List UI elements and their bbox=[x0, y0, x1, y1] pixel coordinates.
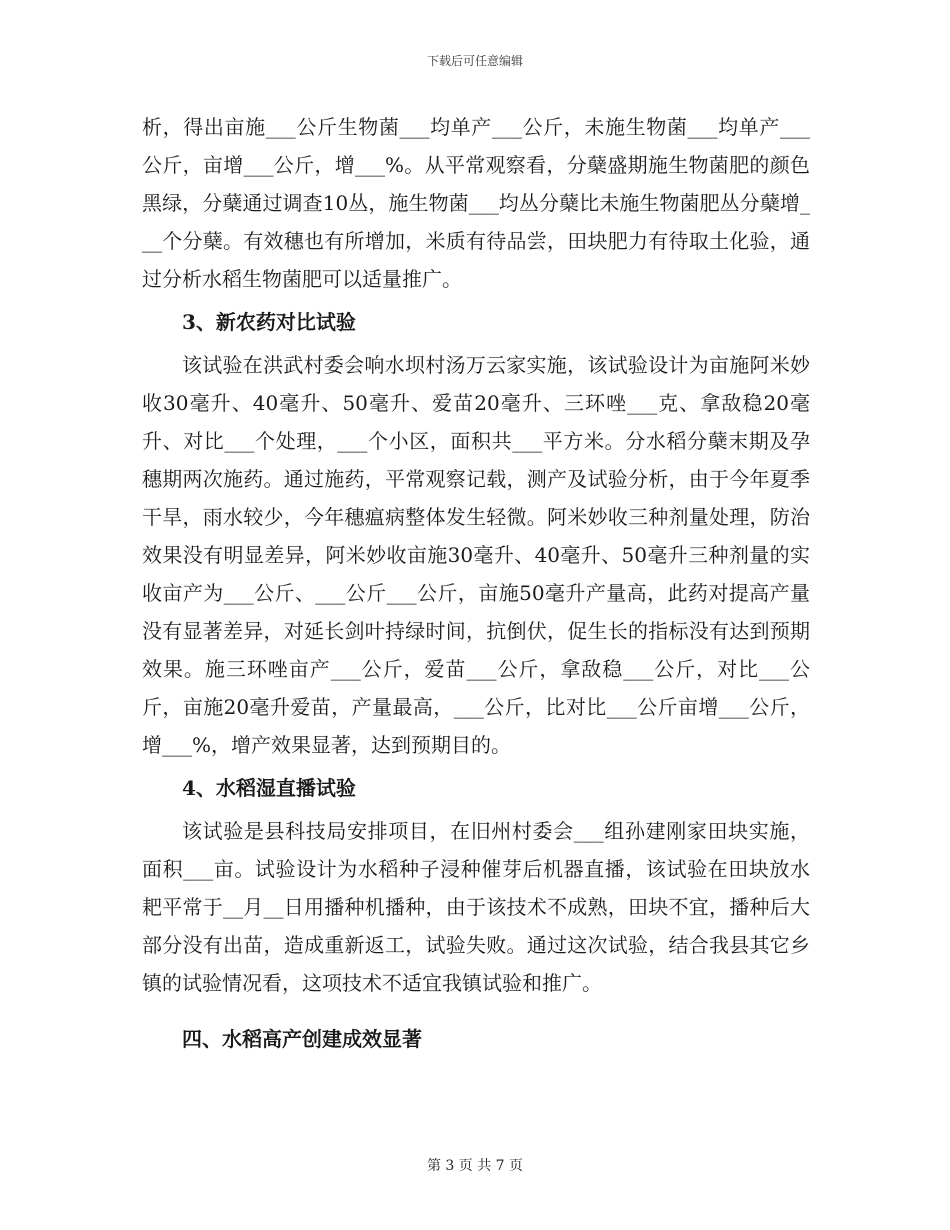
continuation-paragraph: 析，得出亩施___公斤生物菌___均单产___公斤，未施生物菌___均单产___公斤，亩增___公斤，增___%。从平常观察看，分蘖盛期施生物菌肥的颜色黑绿，分蘖通过调查10丛，施生物菌___均丛分蘖比未施生物菌肥丛分蘖增___个分蘖。有效穗也有所增加，米质有待品尝，田块肥力有待取土化验，通过分析水稻生物菌肥可以适量推广。 bbox=[142, 115, 810, 291]
section-four-heading: 四、水稻高产创建成效显著 bbox=[182, 1027, 422, 1051]
page-header-note: 下载后可任意编辑 bbox=[426, 54, 523, 68]
section-3-heading: 3、新农药对比试验 bbox=[182, 310, 356, 334]
section-4-heading: 4、水稻湿直播试验 bbox=[182, 776, 356, 800]
page-number-footer: 第 3 页 共 7 页 bbox=[426, 1158, 524, 1174]
document-body bbox=[142, 108, 810, 1058]
section-3-paragraph: 该试验在洪武村委会响水坝村汤万云家实施，该试验设计为亩施阿米妙收30毫升、40毫升、50毫升、爱苗20毫升、三环唑___克、拿敌稳20毫升、对比___个处理，___个小区，面积共___平方米。分水稻分蘖末期及孕穗期两次施药。通过施药，平常观察记载，测产及试验分析，由于今年夏季干旱，雨水较少，今年穗瘟病整体发生轻微。阿米妙收三种剂量处理，防治效果没有明显差异，阿米妙收亩施30毫升、40毫升、50毫升三种剂量的实收亩产为___公斤、___公斤___公斤，亩施50毫升产量高，此药对提高产量没有显著差异，对延长剑叶持绿时间，抗倒伏，促生长的指标没有达到预期效果。施三环唑亩产___公斤，爱苗___公斤，拿敌稳___公斤，对比___公斤，亩施20毫升爱苗，产量最高，___公斤，比对比___公斤亩增___公斤，增___%，增产效果显著，达到预期目的。 bbox=[142, 353, 810, 757]
section-4-paragraph: 该试验是县科技局安排项目，在旧州村委会___组孙建刚家田块实施，面积___亩。试验设计为水稻种子浸种催芽后机器直播，该试验在田块放水耙平常于__月__日用播种机播种，由于该技术不成熟，田块不宜，播种后大部分没有出苗，造成重新返工，试验失败。通过这次试验，结合我县其它乡镇的试验情况看，这项技术不适宜我镇试验和推广。 bbox=[142, 819, 810, 995]
